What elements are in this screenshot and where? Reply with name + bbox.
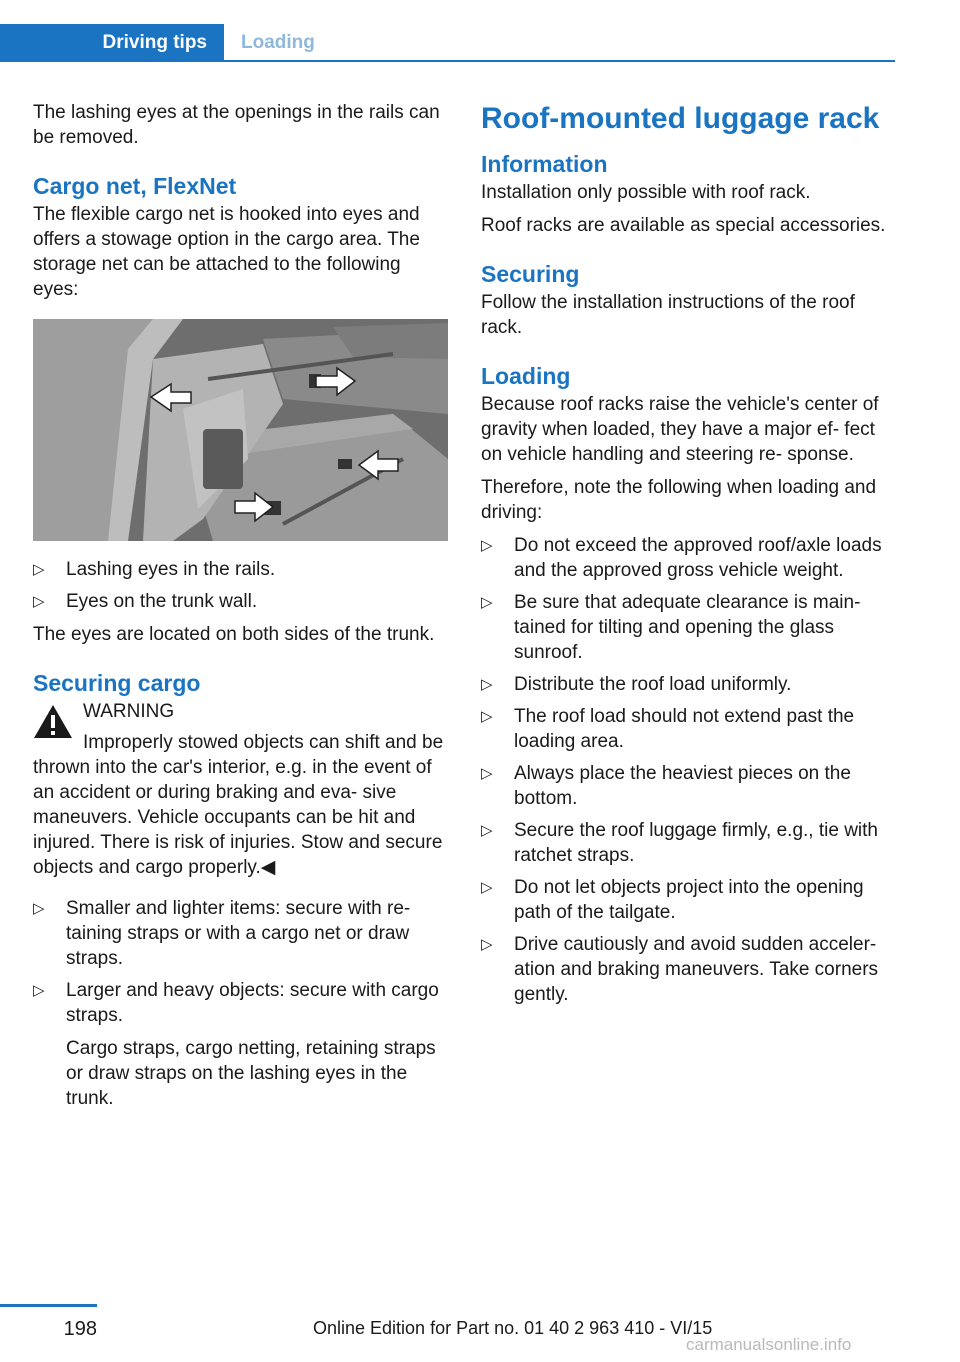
cargo-net-heading: Cargo net, FlexNet bbox=[33, 173, 237, 199]
loading-paragraph-1: Because roof racks raise the vehicle's center of gravity when loaded, they have a major ef- fect on vehicle handling and steering re- sponse. bbox=[481, 394, 879, 465]
loading-item-text: Do not exceed the approved roof/axle loads and the approved gross vehicle weight. bbox=[514, 535, 882, 581]
information-heading: Information bbox=[481, 151, 608, 177]
page-header bbox=[0, 24, 895, 62]
warning-text: Improperly stowed objects can shift and be thrown into the car's interior, e.g. in the event of an accident or during braking and eva- sive maneuvers. Vehicle occupants can be hit and injured. There is risk of injuries. Stow and secure objects and cargo properly.◀ bbox=[33, 732, 444, 878]
list-item bbox=[481, 590, 901, 665]
watermark: carmanualsonline.info bbox=[686, 1335, 852, 1354]
list-item bbox=[481, 761, 901, 811]
bullet-icon: ▷ bbox=[33, 561, 45, 578]
loading-item-text: Distribute the roof load uniformly. bbox=[514, 674, 792, 695]
warning-icon bbox=[33, 703, 73, 739]
bullet-icon: ▷ bbox=[481, 879, 493, 896]
bullet-icon: ▷ bbox=[33, 593, 45, 610]
bullet-icon: ▷ bbox=[481, 708, 493, 725]
securing-list bbox=[33, 896, 448, 1111]
securing-sub-text: Cargo straps, cargo netting, retaining straps or draw straps on the lashing eyes in the trunk. bbox=[66, 1038, 436, 1109]
loading-list bbox=[481, 533, 901, 1007]
bullet-icon: ▷ bbox=[481, 822, 493, 839]
loading-item-text: Be sure that adequate clearance is main- tained for tilting and opening the glass sunroof. bbox=[514, 592, 861, 663]
warning-title: WARNING bbox=[83, 701, 175, 722]
header-rule bbox=[0, 60, 895, 62]
list-item bbox=[33, 896, 448, 971]
eyes-list bbox=[33, 557, 448, 614]
list-item bbox=[481, 932, 901, 1007]
eyes-note: The eyes are located on both sides of the trunk. bbox=[33, 624, 435, 645]
left-column bbox=[33, 100, 448, 1119]
securing-heading: Securing bbox=[481, 261, 580, 287]
right-column bbox=[481, 100, 901, 1015]
list-item bbox=[481, 533, 901, 583]
loading-heading: Loading bbox=[481, 363, 571, 389]
info-paragraph-2: Roof racks are available as special accessories. bbox=[481, 215, 886, 236]
info-paragraph-1: Installation only possible with roof rack. bbox=[481, 182, 811, 203]
footer-rule bbox=[0, 1304, 97, 1307]
securing-item-1: Smaller and lighter items: secure with re- taining straps or with a cargo net or draw straps. bbox=[66, 898, 411, 969]
roof-rack-title: Roof-mounted luggage rack bbox=[481, 102, 880, 135]
loading-paragraph-2: Therefore, note the following when loading and driving: bbox=[481, 477, 877, 523]
securing-cargo-heading: Securing cargo bbox=[33, 670, 201, 696]
cargo-net-text: The flexible cargo net is hooked into eyes and offers a stowage option in the cargo area. The storage net can be attached to the following eyes: bbox=[33, 204, 420, 300]
bullet-icon: ▷ bbox=[33, 982, 45, 999]
section-tab: Driving tips bbox=[0, 24, 224, 62]
eyes-item-2: Eyes on the trunk wall. bbox=[66, 591, 258, 612]
loading-item-text: Drive cautiously and avoid sudden acceler- ation and braking maneuvers. Take corners gently. bbox=[514, 934, 879, 1005]
securing-paragraph: Follow the installation instructions of the roof rack. bbox=[481, 292, 855, 338]
eyes-item-1: Lashing eyes in the rails. bbox=[66, 559, 276, 580]
bullet-icon: ▷ bbox=[481, 594, 493, 611]
securing-item-2: Larger and heavy objects: secure with cargo straps. bbox=[66, 980, 439, 1026]
warning-block bbox=[33, 699, 448, 880]
page-number: 198 bbox=[63, 1318, 97, 1340]
loading-item-text: The roof load should not extend past the loading area. bbox=[514, 706, 855, 752]
loading-item-text: Do not let objects project into the opening path of the tailgate. bbox=[514, 877, 864, 923]
list-item bbox=[481, 818, 901, 868]
bullet-icon: ▷ bbox=[481, 676, 493, 693]
list-item bbox=[481, 672, 901, 697]
subsection-tab: Loading bbox=[241, 32, 315, 53]
list-item bbox=[33, 589, 448, 614]
list-item bbox=[33, 978, 448, 1111]
bullet-icon: ▷ bbox=[481, 765, 493, 782]
list-item bbox=[33, 557, 448, 582]
trunk-photo bbox=[33, 319, 448, 541]
bullet-icon: ▷ bbox=[481, 537, 493, 554]
loading-item-text: Always place the heaviest pieces on the bottom. bbox=[514, 763, 851, 809]
loading-item-text: Secure the roof luggage firmly, e.g., tie with ratchet straps. bbox=[514, 820, 878, 866]
intro-paragraph: The lashing eyes at the openings in the rails can be removed. bbox=[33, 102, 440, 148]
edition-text: Online Edition for Part no. 01 40 2 963 410 - VI/15 bbox=[313, 1318, 713, 1338]
bullet-icon: ▷ bbox=[33, 900, 45, 917]
bullet-icon: ▷ bbox=[481, 936, 493, 953]
list-item bbox=[481, 875, 901, 925]
list-item bbox=[481, 704, 901, 754]
